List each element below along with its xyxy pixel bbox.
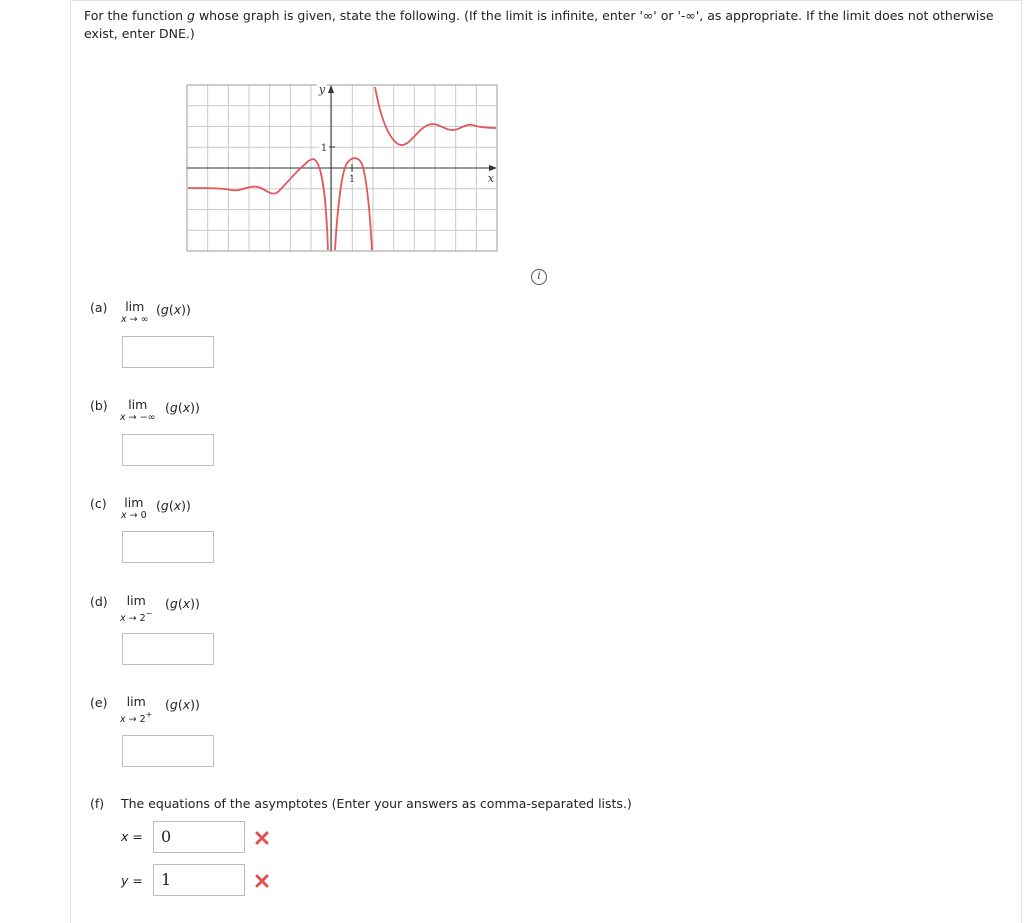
- info-icon[interactable]: i: [531, 269, 547, 285]
- expr-function: g: [169, 400, 178, 415]
- expr-open: (: [165, 596, 170, 611]
- question-text: [84, 7, 1004, 43]
- expr-arg: x: [182, 400, 191, 415]
- limit-arrow: →: [125, 613, 140, 624]
- part-label: (b): [90, 398, 108, 413]
- question-suffix: whose graph is given, state the following. (If the limit is infinite, enter '∞' or '-∞', as appropriate. If the limit does not otherwise exist, enter DNE.): [84, 8, 994, 41]
- limit-target: 2: [139, 613, 146, 624]
- y-axis-arrow-icon: [328, 85, 334, 93]
- limit-expression: (g(x)): [156, 302, 191, 317]
- expr-close: ): [186, 498, 191, 513]
- content-right-border: [1021, 0, 1022, 923]
- limit-subscript: [120, 709, 152, 725]
- limit-subscript: [120, 608, 152, 624]
- expr-open: (: [165, 697, 170, 712]
- expr-open: (: [156, 498, 161, 513]
- x-tick-label: 1: [348, 174, 356, 185]
- limit-target: ∞: [140, 314, 149, 325]
- vertical-asymptote-input[interactable]: 0: [153, 821, 245, 853]
- limit-variable: x: [121, 314, 127, 325]
- limit-notation: [120, 398, 156, 423]
- limit-subscript: [121, 510, 147, 521]
- function-graph: [186, 84, 498, 252]
- expr-close: ): [195, 596, 200, 611]
- answer-input-a[interactable]: [122, 336, 214, 368]
- limit-variable: x: [120, 613, 126, 624]
- expr-arg: x: [182, 596, 191, 611]
- content-left-border: [70, 0, 71, 923]
- curve-left-branch: [188, 159, 328, 250]
- expr-arg: x: [173, 302, 182, 317]
- horizontal-asymptote-input[interactable]: 1: [153, 864, 245, 896]
- answer-input-e[interactable]: [122, 735, 214, 767]
- limit-side: +: [145, 710, 153, 719]
- limit-notation: [121, 496, 147, 521]
- limit-target: 0: [140, 510, 147, 521]
- limit-arrow: →: [125, 714, 140, 725]
- x-equals-sign: =: [128, 829, 143, 844]
- limit-target: −∞: [139, 412, 156, 423]
- expr-close: ): [186, 302, 191, 317]
- lim-word: lim: [125, 299, 145, 314]
- x-variable: x: [121, 829, 129, 844]
- limit-arrow: →: [125, 412, 140, 423]
- expr-open: (: [156, 302, 161, 317]
- limit-variable: x: [120, 412, 126, 423]
- expr-close: ): [195, 400, 200, 415]
- limit-variable: x: [121, 510, 127, 521]
- lim-word: lim: [126, 593, 146, 608]
- content-top-border: [70, 0, 1022, 1]
- part-label: (d): [90, 594, 108, 609]
- expr-open: (: [165, 400, 170, 415]
- part-label: (c): [90, 496, 107, 511]
- answer-input-c[interactable]: [122, 531, 214, 563]
- y-equation-label: [121, 873, 143, 888]
- x-axis-label: x: [487, 172, 495, 185]
- expr-function: g: [160, 498, 169, 513]
- x-equation-label: [121, 829, 143, 844]
- y-axis-label: y: [318, 84, 326, 96]
- expr-close: ): [195, 697, 200, 712]
- lim-word: lim: [124, 495, 144, 510]
- expr-function: g: [169, 697, 178, 712]
- part-label: (f): [90, 796, 105, 811]
- expr-function: g: [160, 302, 169, 317]
- limit-expression: (g(x)): [156, 498, 191, 513]
- question-prefix: For the function: [84, 8, 188, 23]
- curve-middle-branch: [335, 158, 372, 250]
- y-equals-sign: =: [128, 873, 143, 888]
- expr-arg: x: [182, 697, 191, 712]
- part-label: (a): [90, 300, 108, 315]
- limit-expression: (g(x)): [165, 400, 200, 415]
- part-label: (e): [90, 695, 108, 710]
- limit-notation: [120, 594, 152, 624]
- expr-arg: x: [173, 498, 182, 513]
- answer-input-b[interactable]: [122, 434, 214, 466]
- limit-expression: (g(x)): [165, 697, 200, 712]
- x-axis-arrow-icon: [489, 165, 497, 171]
- expr-function: g: [169, 596, 178, 611]
- asymptotes-instructions: The equations of the asymptotes (Enter your answers as comma-separated lists.): [121, 796, 632, 811]
- limit-expression: (g(x)): [165, 596, 200, 611]
- limit-subscript: [120, 412, 156, 423]
- lim-word: lim: [126, 694, 146, 709]
- limit-target: 2: [139, 714, 146, 725]
- limit-notation: [120, 695, 152, 725]
- incorrect-x-icon: [255, 831, 269, 845]
- limit-arrow: →: [126, 510, 141, 521]
- y-tick-label: 1: [320, 143, 328, 154]
- lim-word: lim: [128, 397, 148, 412]
- limit-side: −: [145, 609, 153, 618]
- answer-input-d[interactable]: [122, 633, 214, 665]
- incorrect-y-icon: [255, 874, 269, 888]
- limit-subscript: [121, 314, 149, 325]
- limit-variable: x: [120, 714, 126, 725]
- limit-arrow: →: [126, 314, 141, 325]
- y-variable: y: [121, 873, 129, 888]
- limit-notation: [121, 300, 149, 325]
- question-function-name: g: [187, 8, 195, 23]
